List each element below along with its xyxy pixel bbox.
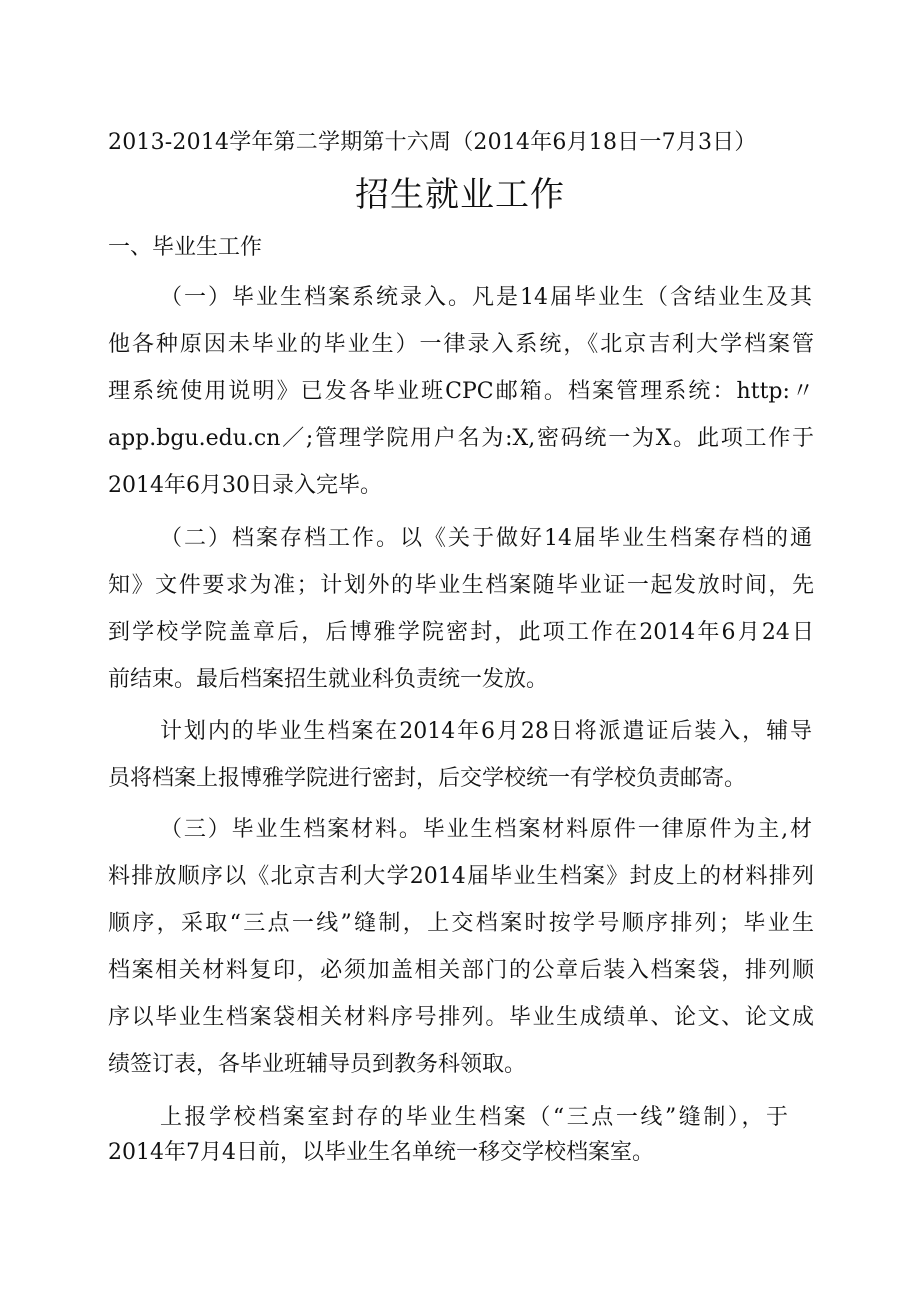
- document-date-range: 2013-2014学年第二学期第十六周（2014年6月18日一7月3日）: [108, 130, 757, 155]
- paragraph-line: 序以毕业生档案袋相关材料序号排列。毕业生成绩单、论文、论文成: [108, 1005, 814, 1030]
- paragraph-line: 计划内的毕业生档案在2014年6月28日将派遣证后装入，辅导: [160, 719, 812, 744]
- paragraph-line: 2014年6月30日录入完毕。: [108, 473, 382, 498]
- paragraph-line: 他各种原因未毕业的毕业生）一律录入系统，《北京吉利大学档案管: [108, 332, 814, 357]
- paragraph-line: 档案相关材料复印，必须加盖相关部门的公章后装入档案袋，排列顺: [108, 958, 814, 983]
- paragraph-line: 前结束。最后档案招生就业科负责统一发放。: [108, 667, 549, 692]
- paragraph-line: 理系统使用说明》已发各毕业班CPC邮箱。档案管理系统：http:〃: [108, 379, 814, 404]
- paragraph-line: （二）档案存档工作。以《关于做好14届毕业生档案存档的通: [160, 526, 812, 551]
- paragraph-line: 2014年7月4日前，以毕业生名单统一移交学校档案室。: [108, 1140, 654, 1165]
- paragraph-line: 顺序，采取“三点一线”缝制，上交档案时按学号顺序排列；毕业生: [108, 911, 814, 936]
- paragraph-line: （一）毕业生档案系统录入。凡是14届毕业生（含结业生及其: [160, 285, 812, 310]
- paragraph-line: 员将档案上报博雅学院进行密封，后交学校统一有学校负责邮寄。: [108, 766, 747, 791]
- document-title: 招生就业工作: [355, 175, 565, 215]
- paragraph-line: 到学校学院盖章后，后博雅学院密封，此项工作在2014年6月24日: [108, 620, 814, 645]
- paragraph-line: 料排放顺序以《北京吉利大学2014届毕业生档案》封皮上的材料排列: [108, 864, 814, 889]
- paragraph-line: 知》文件要求为准；计划外的毕业生档案随毕业证一起发放时间，先: [108, 573, 814, 598]
- paragraph-line: 绩签订表，各毕业班辅导员到教务科领取。: [108, 1052, 527, 1077]
- paragraph-line: （三）毕业生档案材料。毕业生档案材料原件一律原件为主,材: [160, 817, 812, 842]
- paragraph-line: 上报学校档案室封存的毕业生档案（“三点一线”缝制），于: [160, 1105, 788, 1130]
- section-heading: 一、毕业生工作: [108, 235, 263, 260]
- paragraph-line: app.bgu.edu.cn／;管理学院用户名为:X,密码统一为X。此项工作于: [108, 426, 814, 451]
